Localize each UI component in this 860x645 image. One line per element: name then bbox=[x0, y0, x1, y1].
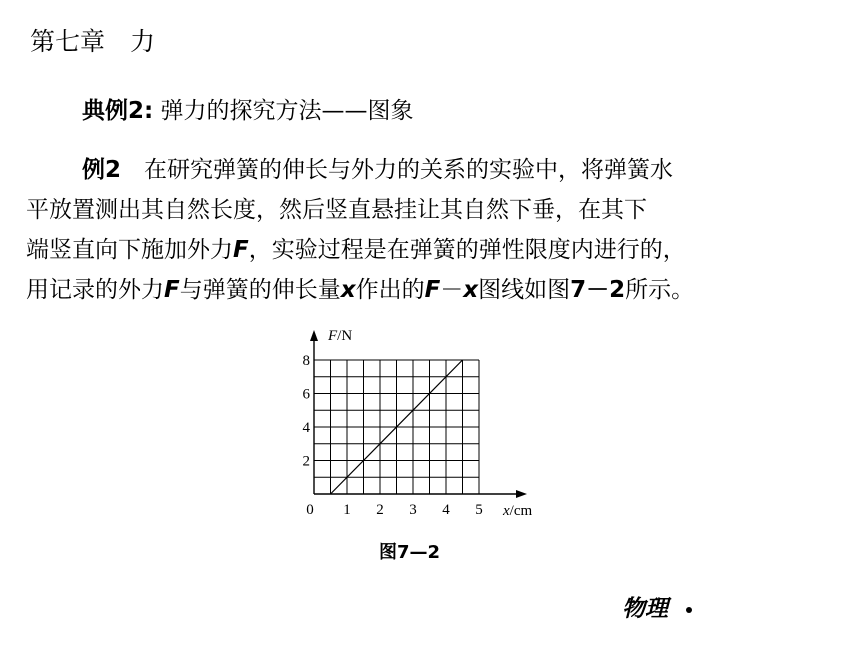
line3-part-b: ，实验过程是在弹簧的弹性限度内进行的， bbox=[248, 237, 686, 263]
problem-line-4 bbox=[26, 270, 836, 310]
figure-caption: 图7—2 bbox=[379, 542, 441, 563]
line4-part-c: 作出的 bbox=[355, 277, 425, 303]
chart-labels bbox=[303, 328, 533, 519]
x-axis-label-unit: /cm bbox=[509, 503, 533, 519]
y-tick-label: 6 bbox=[302, 386, 310, 403]
problem-text bbox=[26, 150, 836, 310]
footer-subject: 物理 bbox=[622, 596, 668, 622]
y-axis-label-var: F bbox=[328, 328, 338, 344]
var-F: F bbox=[233, 237, 249, 263]
x-tick-label: 4 bbox=[442, 502, 450, 518]
chart-grid bbox=[314, 360, 479, 494]
line4-dash: － bbox=[440, 277, 464, 303]
problem-label: 例2 bbox=[82, 157, 122, 183]
problem-line-1-text: 在研究弹簧的伸长与外力的关系的实验中，将弹簧水 bbox=[144, 157, 674, 183]
y-tick-label: 4 bbox=[302, 420, 310, 436]
line4-part-b: 与弹簧的伸长量 bbox=[179, 277, 341, 303]
x-tick-label: 3 bbox=[409, 502, 417, 518]
series-line bbox=[331, 360, 463, 494]
example-heading-label: 典例2: bbox=[82, 98, 154, 124]
problem-line-1 bbox=[26, 150, 836, 190]
y-tick-label: 2 bbox=[302, 453, 310, 470]
chart-axes bbox=[310, 330, 527, 498]
x-tick-label: 1 bbox=[343, 502, 351, 518]
line4-part-a: 用记录的外力 bbox=[26, 277, 164, 303]
footer-dot-icon bbox=[686, 607, 692, 613]
problem-line-2: 平放置测出其自然长度，然后竖直悬挂让其自然下垂，在其下 bbox=[26, 197, 647, 223]
x-tick-label: 0 bbox=[306, 502, 314, 518]
var-x: x bbox=[340, 277, 356, 303]
problem-line-3 bbox=[26, 230, 836, 270]
y-axis-label bbox=[327, 328, 352, 344]
chapter-title: 第七章 力 bbox=[30, 27, 156, 56]
x-axis-label-var: x bbox=[503, 503, 510, 519]
example-heading bbox=[82, 92, 414, 125]
var-F: F bbox=[424, 277, 441, 303]
var-F: F bbox=[164, 277, 180, 303]
x-axis-arrow-icon bbox=[516, 490, 527, 498]
figure-ref: 7－2 bbox=[570, 277, 626, 303]
x-axis-label bbox=[502, 503, 532, 519]
line4-part-e: 图线如图 bbox=[478, 277, 571, 303]
var-x: x bbox=[463, 277, 479, 303]
y-axis-label-unit: /N bbox=[337, 328, 353, 344]
x-tick-label: 5 bbox=[475, 502, 483, 518]
y-axis-arrow-icon bbox=[310, 330, 318, 341]
y-tick-label: 8 bbox=[302, 353, 310, 369]
line3-part-a: 端竖直向下施加外力 bbox=[26, 237, 233, 263]
chart-series bbox=[331, 360, 463, 494]
line4-part-f: 所示。 bbox=[625, 277, 695, 303]
x-tick-label: 2 bbox=[376, 502, 384, 518]
example-heading-text: 弹力的探究方法——图象 bbox=[160, 98, 414, 124]
